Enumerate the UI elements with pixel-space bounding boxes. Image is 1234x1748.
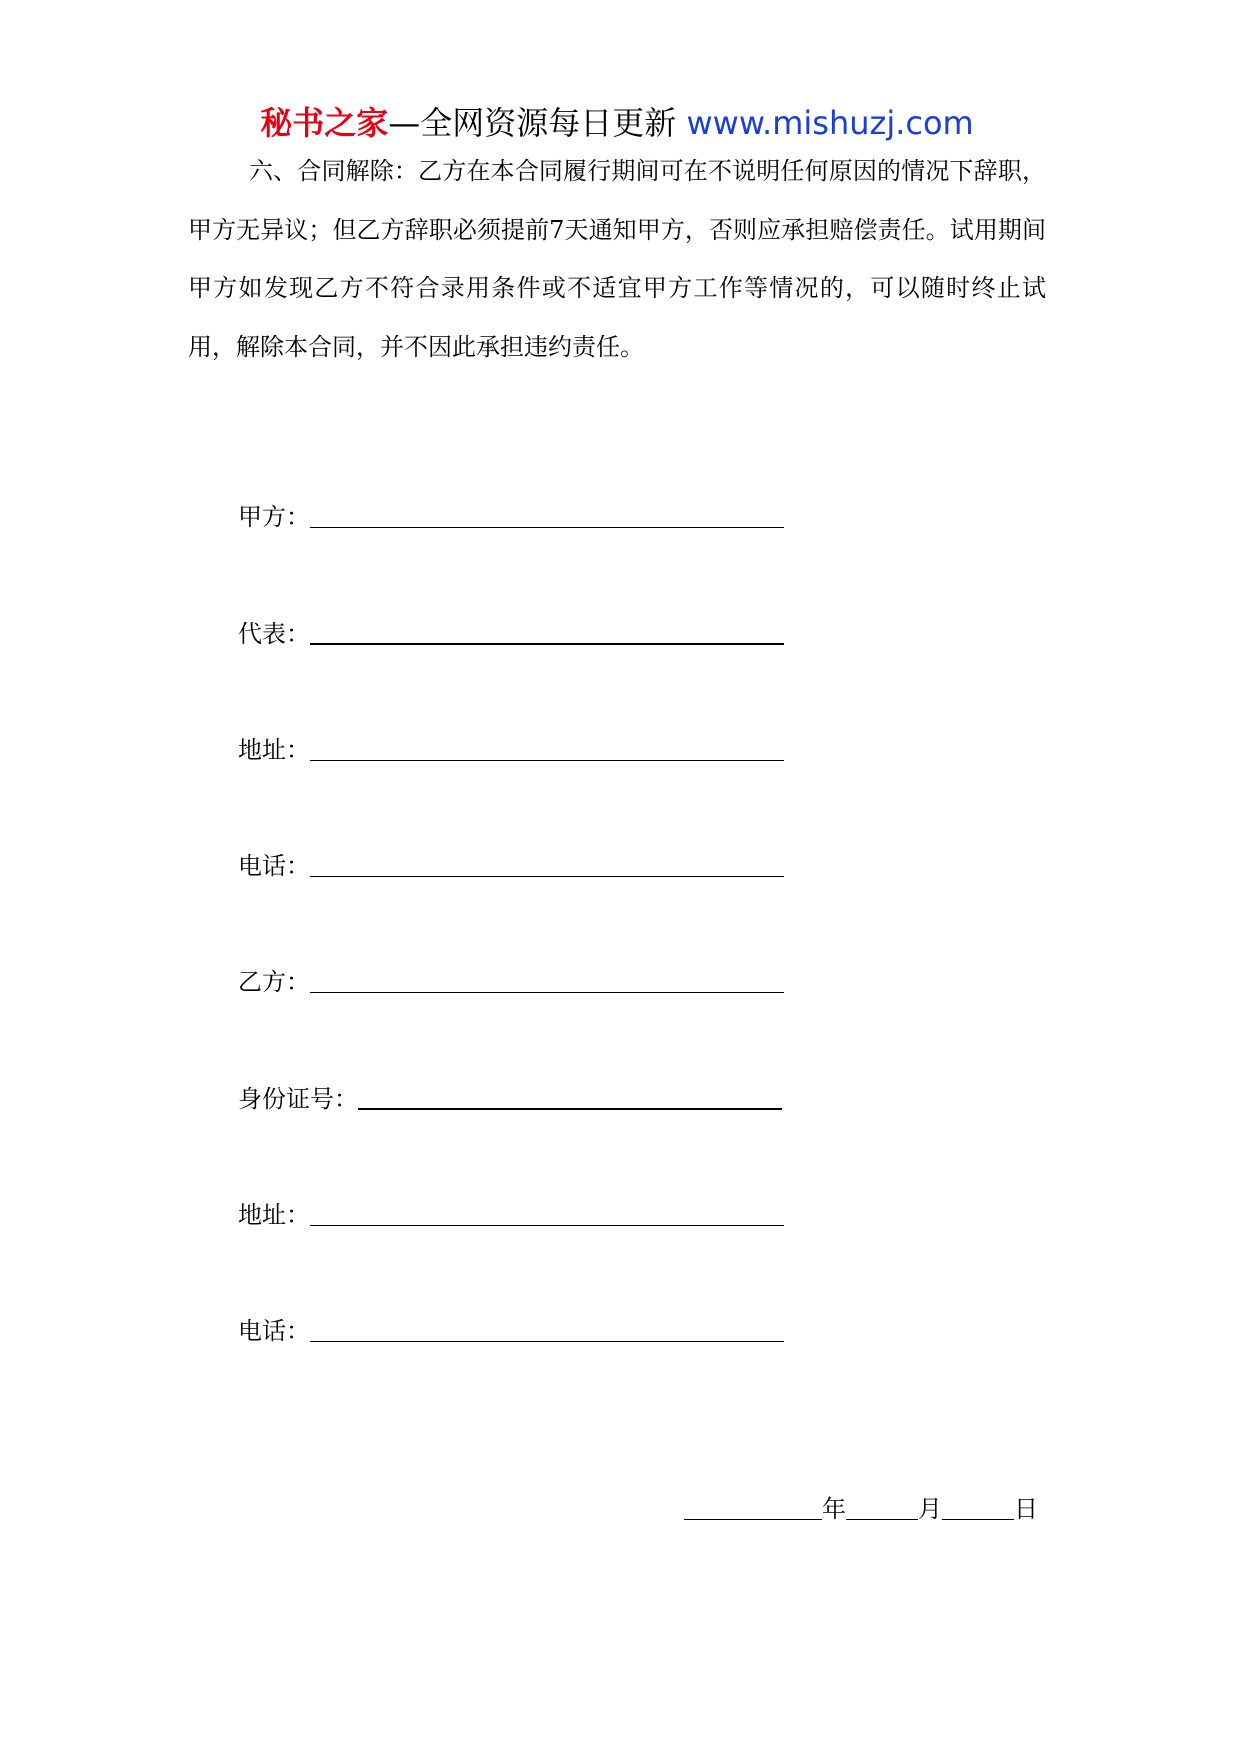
party-a-phone-label: 电话： [238, 852, 310, 880]
representative-blank[interactable] [310, 643, 784, 645]
representative-field [238, 609, 784, 649]
id-number-label: 身份证号： [238, 1085, 358, 1113]
party-a-label: 甲方： [238, 503, 310, 531]
year-blank[interactable] [684, 1519, 822, 1520]
month-label: 月 [918, 1495, 942, 1523]
representative-label: 代表： [238, 620, 310, 648]
party-a-address-label: 地址： [238, 736, 310, 764]
party-b-address-label: 地址： [238, 1201, 310, 1229]
party-a-address-blank[interactable] [310, 760, 784, 761]
party-b-label: 乙方： [238, 968, 310, 996]
day-blank[interactable] [942, 1519, 1014, 1520]
party-b-phone-label: 电话： [238, 1317, 310, 1345]
party-a-blank[interactable] [310, 527, 784, 528]
party-b-field [238, 957, 784, 997]
brand-name: 秘书之家 [260, 104, 389, 142]
party-b-address-blank[interactable] [310, 1225, 784, 1226]
year-label: 年 [822, 1495, 846, 1523]
id-number-blank[interactable] [358, 1108, 782, 1110]
day-label: 日 [1014, 1495, 1038, 1523]
party-a-address-field [238, 725, 784, 765]
contract-clause-termination: 六、合同解除：乙方在本合同履行期间可在不说明任何原因的情况下辞职，甲方无异议；但乙方辞职必须提前7天通知甲方，否则应承担赔偿责任。试用期间甲方如发现乙方不符合录用条件或不适宜甲方工作等情况的，可以随时终止试用，解除本合同，并不因此承担违约责任。 [188, 157, 1046, 361]
party-a-phone-field [238, 841, 784, 881]
header-slogan: —全网资源每日更新 [388, 104, 677, 142]
page-header [0, 101, 1234, 145]
id-number-field [238, 1074, 782, 1114]
party-b-phone-field [238, 1306, 784, 1346]
party-a-phone-blank[interactable] [310, 876, 784, 877]
month-blank[interactable] [846, 1519, 918, 1520]
party-a-field [238, 492, 784, 532]
party-b-address-field [238, 1190, 784, 1230]
signing-date [684, 1484, 1038, 1524]
site-url-link[interactable]: www.mishuzj.com [686, 104, 974, 142]
party-b-phone-blank[interactable] [310, 1341, 784, 1342]
party-b-blank[interactable] [310, 992, 784, 993]
